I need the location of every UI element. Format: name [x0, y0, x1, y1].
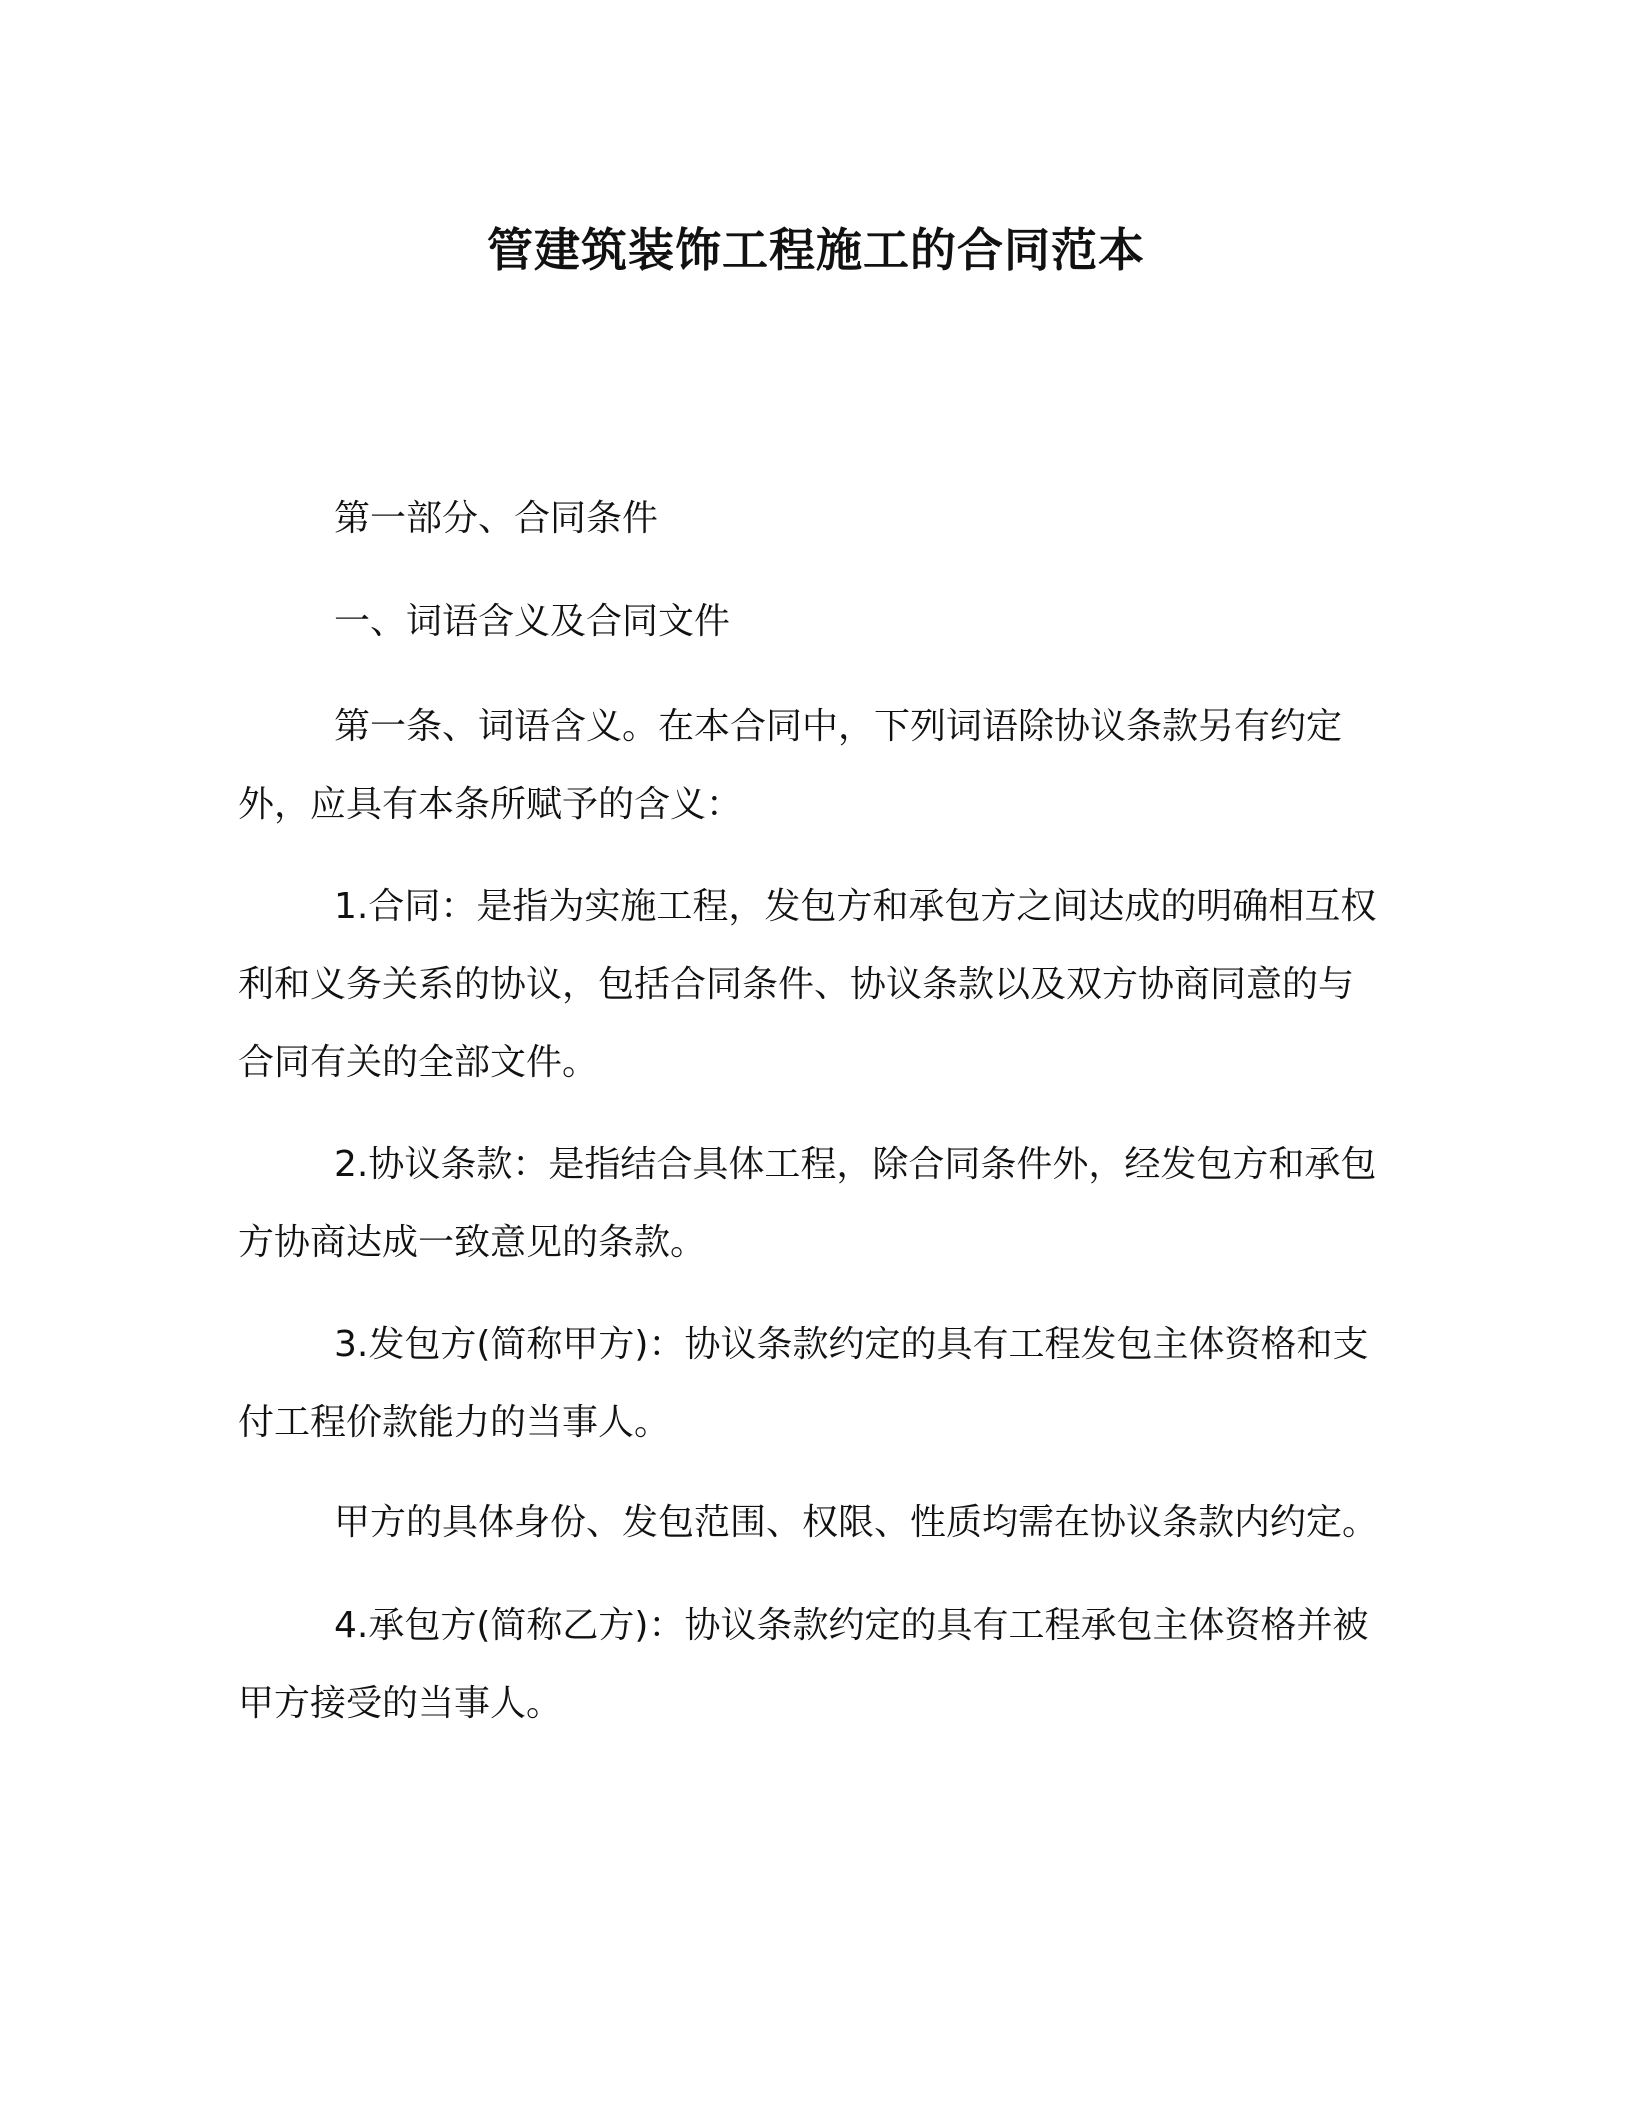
definition-agreement-terms: 2.协议条款：是指结合具体工程，除合同条件外，经发包方和承包方协商达成一致意见的条款。 [238, 1144, 1377, 1263]
article-one-paragraph: 第一条、词语含义。在本合同中，下列词语除协议条款另有约定外，应具有本条所赋予的含义： [238, 706, 1343, 825]
definition-contract: 1.合同：是指为实施工程，发包方和承包方之间达成的明确相互权利和义务关系的协议，包括合同条件、协议条款以及双方协商同意的与合同有关的全部文件。 [238, 886, 1377, 1083]
section-heading-terms: 一、词语含义及合同文件 [334, 601, 731, 642]
definition-party-a: 3.发包方(简称甲方)：协议条款约定的具有工程发包主体资格和支付工程价款能力的当事人。 [238, 1324, 1369, 1443]
party-a-details: 甲方的具体身份、发包范围、权限、性质均需在协议条款内约定。 [334, 1502, 1379, 1543]
definition-party-b: 4.承包方(简称乙方)：协议条款约定的具有工程承包主体资格并被甲方接受的当事人。 [238, 1605, 1369, 1724]
section-heading-part-one: 第一部分、合同条件 [334, 498, 659, 539]
document-title: 管建筑装饰工程施工的合同范本 [487, 223, 1145, 277]
